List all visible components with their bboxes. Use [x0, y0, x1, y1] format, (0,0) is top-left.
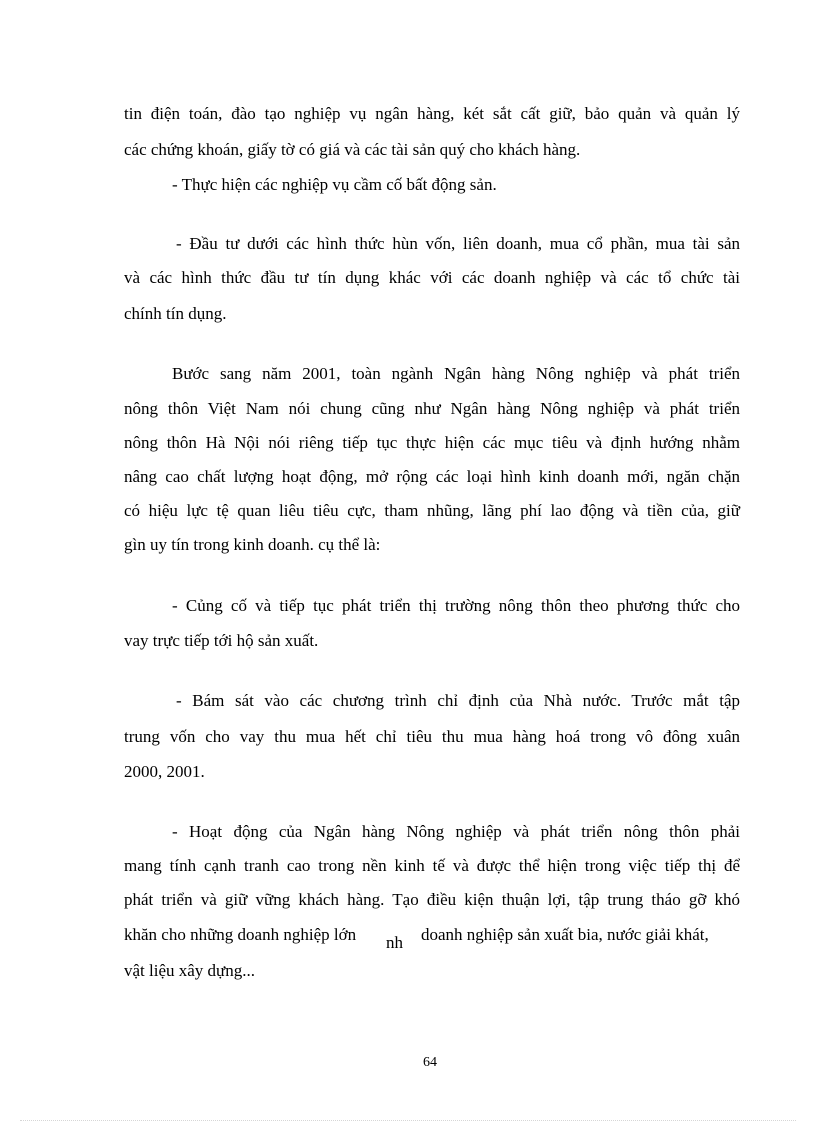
- text-line-21c: doanh nghiệp sản xuất bia, nước giải khát,: [421, 925, 709, 944]
- text-line-14: vay trực tiếp tới hộ sản xuất.: [124, 631, 319, 650]
- text-line-15: - Bám sát vào các chương trình chỉ định của Nhà nước. Trước mắt tập: [176, 691, 740, 710]
- text-line-3: - Thực hiện các nghiệp vụ cầm cố bất động sản.: [172, 175, 497, 194]
- text-line-5: và các hình thức đầu tư tín dụng khác với các doanh nghiệp và các tổ chức tài: [124, 268, 740, 287]
- text-line-11: có hiệu lực tệ quan liêu tiêu cực, tham nhũng, lãng phí lao động và tiền của, giữ: [124, 501, 740, 520]
- text-line-1: tin điện toán, đào tạo nghiệp vụ ngân hàng, két sắt cất giữ, bảo quản và quản lý: [124, 104, 740, 123]
- text-line-12: gìn uy tín trong kinh doanh. cụ thể là:: [124, 535, 381, 554]
- text-line-20: phát triển và giữ vững khách hàng. Tạo điều kiện thuận lợi, tập trung tháo gỡ khó: [124, 890, 740, 909]
- text-line-8: nông thôn Việt Nam nói chung cũng như Ngân hàng Nông nghiệp và phát triển: [124, 399, 740, 418]
- text-line-18: - Hoạt động của Ngân hàng Nông nghiệp và phát triển nông thôn phải: [172, 822, 740, 841]
- text-line-7: Bước sang năm 2001, toàn ngành Ngân hàng Nông nghiệp và phát triển: [172, 364, 740, 383]
- text-line-2: các chứng khoán, giấy tờ có giá và các tài sản quý cho khách hàng.: [124, 140, 581, 159]
- text-line-16: trung vốn cho vay thu mua hết chỉ tiêu thu mua hàng hoá trong vô đông xuân: [124, 727, 740, 746]
- page-number: 64: [423, 1055, 437, 1070]
- text-line-9: nông thôn Hà Nội nói riêng tiếp tục thực hiện các mục tiêu và định hướng nhằm: [124, 433, 740, 452]
- text-line-21a: khăn cho những doanh nghiệp lớn: [124, 925, 357, 944]
- text-line-21b: nh: [386, 933, 403, 952]
- text-line-17: 2000, 2001.: [124, 762, 205, 781]
- text-line-6: chính tín dụng.: [124, 304, 227, 323]
- text-line-4: - Đầu tư dưới các hình thức hùn vốn, liên doanh, mua cổ phần, mua tài sản: [176, 234, 740, 253]
- text-line-19: mang tính cạnh tranh cao trong nền kinh tế và được thể hiện trong việc tiếp thị để: [124, 856, 740, 875]
- bottom-divider: [20, 1120, 796, 1121]
- text-line-13: - Củng cố và tiếp tục phát triển thị trường nông thôn theo phương thức cho: [172, 596, 740, 615]
- text-line-10: nâng cao chất lượng hoạt động, mở rộng các loại hình kinh doanh mới, ngăn chặn: [124, 467, 740, 486]
- text-line-22: vật liệu xây dựng...: [124, 961, 256, 980]
